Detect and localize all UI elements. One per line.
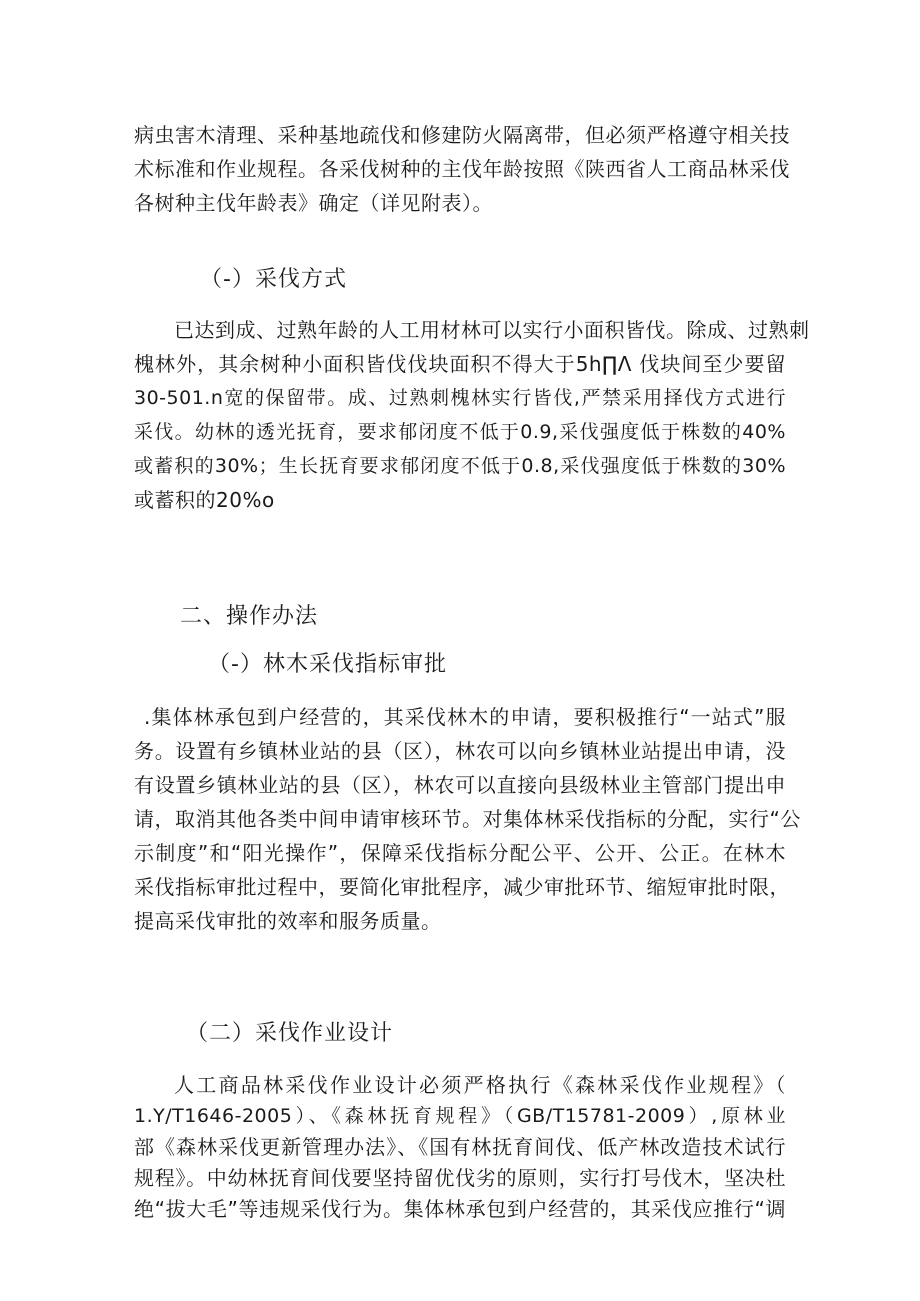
heading-harvest-method: （-）采伐方式 [200, 267, 347, 292]
heading-operation-method: 二、操作办法 [180, 604, 319, 629]
text-line: 术标准和作业规程。各采伐树种的主伐年龄按照《陕西省人工商品林采伐 [134, 157, 790, 181]
paragraph-harvest-method [134, 313, 810, 517]
heading-harvest-design: （二）采伐作业设计 [186, 1021, 394, 1046]
text-line: 请，取消其他各类中间申请审核环节。对集体林采伐指标的分配，实行“公 [134, 807, 801, 831]
text-line: 已达到成、过熟年龄的人工用材林可以实行小面积皆伐。除成、过熟刺 [174, 318, 810, 342]
paragraph-harvest-design [134, 1070, 786, 1225]
text-line: 或蓄积的30%；生长抚育要求郁闭度不低于0.8,采伐强度低于株数的30% [134, 455, 786, 477]
text-line: 示制度”和“阳光操作”，保障采伐指标分配公平、公开、公正。在林木 [134, 841, 786, 865]
text-line: 槐林外，其余树种小面积皆伐伐块面积不得大于5h∏Λ 伐块间至少要留 [134, 352, 786, 376]
text-line: 有设置乡镇林业站的县（区），林农可以直接向县级林业主管部门提出申 [134, 773, 786, 797]
text-line: 部《森林采伐更新管理办法》、《国有林抚育间伐、低产林改造技术试行 [134, 1135, 786, 1159]
text-line: 病虫害木清理、采种基地疏伐和修建防火隔离带，但必须严格遵守相关技 [134, 123, 790, 147]
text-line: 提高采伐审批的效率和服务质量。 [134, 909, 442, 933]
text-line: 30-501.n宽的保留带。成、过熟刺槐林实行皆伐,严禁采用择伐方式进行 [134, 387, 786, 409]
text-line: 采伐。幼林的透光抚育，要求郁闭度不低于0.9,采伐强度低于株数的40% [134, 421, 786, 443]
text-line: 绝“拔大毛”等违规采伐行为。集体林承包到户经营的，其采伐应推行“调 [134, 1197, 786, 1221]
text-line: 人工商品林采伐作业设计必须严格执行《森林采伐作业规程》（ [174, 1073, 786, 1097]
text-line: 或蓄积的20%o [134, 488, 275, 512]
paragraph-harvest-age [134, 118, 790, 220]
text-line: 1.Y/T1646-2005）、《森林抚育规程》（GB/T15781-2009）,原林业 [134, 1105, 786, 1127]
text-line: 采伐指标审批过程中，要简化审批程序，减少审批环节、缩短审批时限， [134, 875, 790, 899]
paragraph-quota-approval [134, 700, 801, 938]
text-line: .集体林承包到户经营的，其采伐林木的申请，要积极推行“一站式”服 [144, 705, 786, 729]
text-line: 务。设置有乡镇林业站的县（区），林农可以向乡镇林业站提出申请，没 [134, 739, 786, 763]
heading-quota-approval: （-）林木采伐指标审批 [208, 652, 447, 677]
text-line: 各树种主伐年龄表》确定（详见附表）。 [134, 191, 493, 215]
text-line: 规程》。中幼林抚育间伐要坚持留优伐劣的原则，实行打号伐木，坚决杜 [134, 1166, 786, 1190]
